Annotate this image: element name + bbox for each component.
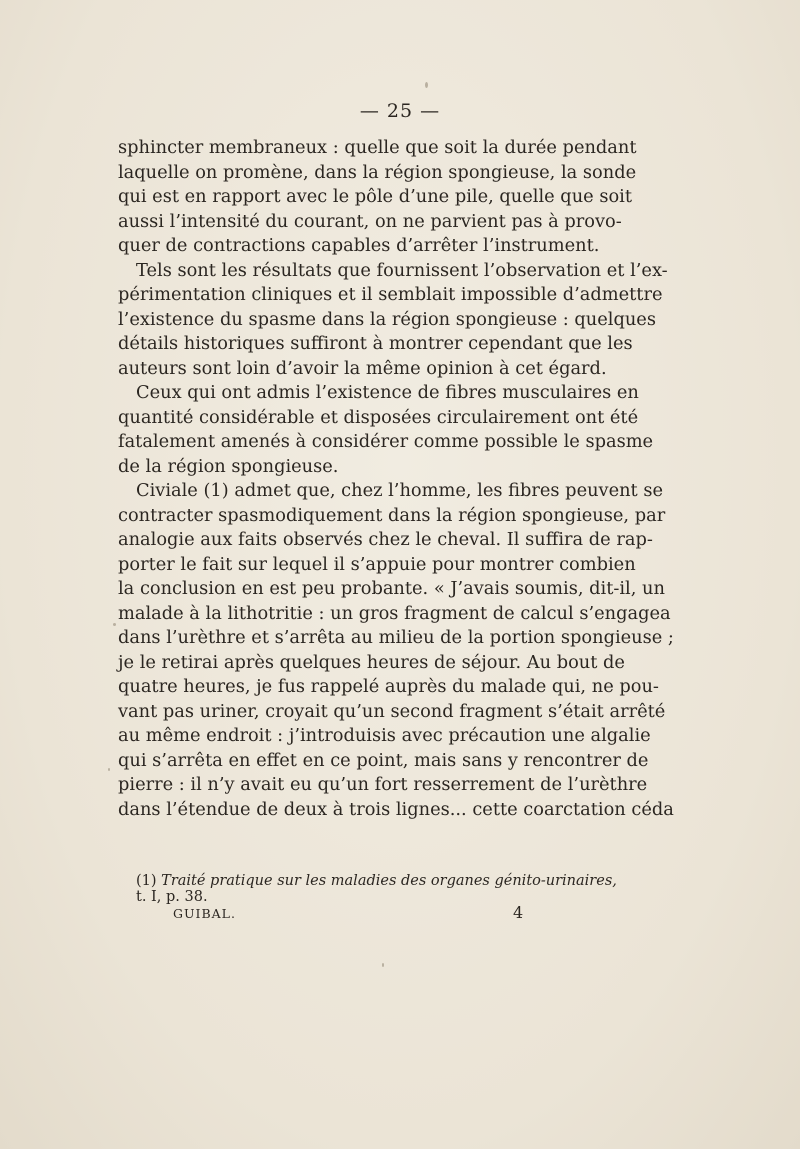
text-line: Civiale (1) admet que, chez l’homme, les fibres peuvent se [136, 480, 664, 501]
footnote [136, 873, 617, 905]
footnote-line [136, 873, 617, 889]
sheet-number: 4 [513, 903, 524, 922]
text-line: vant pas uriner, croyait qu’un second fragment s’était arrêté [118, 700, 666, 722]
text-line: aussi l’intensité du courant, on ne parvient pas à provo- [118, 210, 622, 232]
text-line: dans l’urèthre et s’arrêta au milieu de la portion spongieuse ; [118, 627, 674, 648]
text-line: qui s’arrêta en effet en ce point, mais sans y rencontrer de [118, 749, 649, 771]
footnote-marker: (1) [136, 873, 157, 889]
text-line: quatre heures, je fus rappelé auprès du malade qui, ne pou- [118, 676, 659, 697]
text-line: porter le fait sur lequel il s’appuie pour montrer combien [118, 553, 636, 575]
text-line: contracter spasmodiquement dans la région spongieuse, par [118, 504, 666, 526]
text-line: quer de contractions capables d’arrêter l’instrument. [118, 235, 600, 256]
paper-speck [425, 82, 428, 88]
text-line: la conclusion en est peu probante. « J’avais soumis, dit-il, un [118, 578, 665, 599]
text-line: laquelle on promène, dans la région spongieuse, la sonde [118, 161, 637, 183]
text-line: je le retirai après quelques heures de séjour. Au bout de [118, 651, 625, 673]
text-line: sphincter membraneux : quelle que soit la durée pendant [118, 137, 637, 158]
text-line: analogie aux faits observés chez le cheval. Il suffira de rap- [118, 529, 653, 550]
text-line: de la région spongieuse. [118, 455, 339, 477]
printer-signature: GUIBAL. [173, 906, 236, 921]
text-line: pierre : il n’y avait eu qu’un fort resserrement de l’urèthre [118, 774, 648, 795]
text-line: Tels sont les résultats que fournissent l’observation et l’ex- [136, 259, 668, 281]
text-line: fatalement amenés à considérer comme possible le spasme [118, 431, 654, 452]
text-line: au même endroit : j’introduisis avec précaution une algalie [118, 725, 651, 746]
paper-speck [113, 623, 116, 626]
paper-speck [108, 768, 110, 771]
text-line: détails historiques suffiront à montrer cependant que les [118, 333, 633, 354]
footnote-reference: t. I, p. 38. [136, 889, 208, 905]
paper-speck [382, 963, 384, 967]
text-line: Ceux qui ont admis l’existence de fibres musculaires en [136, 382, 639, 403]
text-line: l’existence du spasme dans la région spongieuse : quelques [118, 308, 656, 330]
text-line: périmentation cliniques et il semblait impossible d’admettre [118, 284, 663, 305]
text-line: malade à la lithotritie : un gros fragment de calcul s’engagea [118, 602, 671, 624]
text-line: qui est en rapport avec le pôle d’une pile, quelle que soit [118, 186, 632, 207]
text-line: dans l’étendue de deux à trois lignes... cette coarctation céda [118, 798, 674, 820]
body-text [118, 136, 674, 822]
text-line: quantité considérable et disposées circulairement ont été [118, 406, 639, 428]
page-number: — 25 — [359, 100, 441, 122]
footnote-title: Traité pratique sur les maladies des organes génito-urinaires, [161, 873, 617, 889]
text-line: auteurs sont loin d’avoir la même opinion à cet égard. [118, 357, 607, 379]
